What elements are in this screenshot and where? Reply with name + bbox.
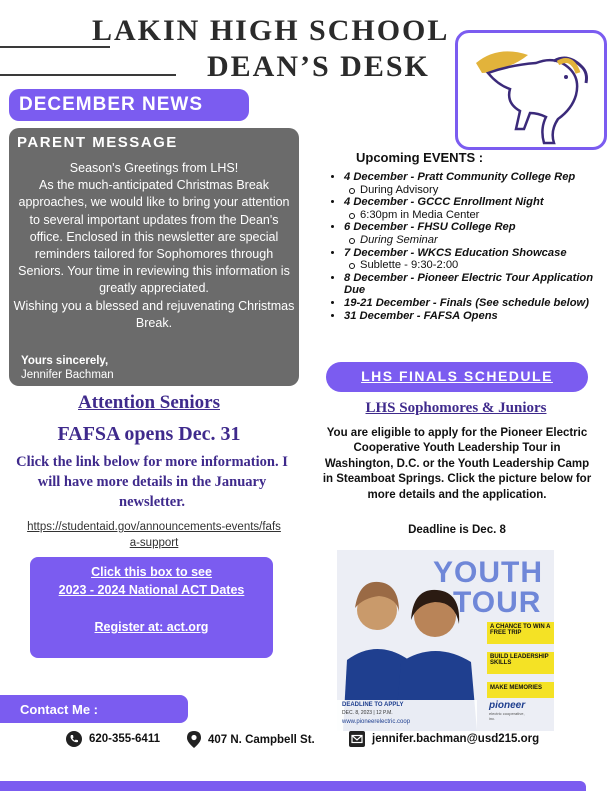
event-item: [344, 272, 605, 297]
section-banner: [9, 89, 249, 121]
event-detail: During Seminar: [344, 234, 605, 247]
phone-number: 620-355-6411: [89, 733, 160, 745]
location-pin-icon: [187, 731, 201, 748]
contact-label: Contact Me :: [20, 702, 98, 717]
event-item: [344, 310, 605, 323]
event-item: [344, 221, 605, 246]
parent-message-text: As the much-anticipated Christmas Break approaches, we would like to bring your attention to several important updates from the Dean's office. Enclosed in this newsletter are special reminders tailored for Sophomores through Seniors. Your time in reviewing this information is greatly appreciated.: [18, 178, 290, 296]
address-text: 407 N. Campbell St.: [208, 733, 315, 746]
contact-email[interactable]: [349, 731, 539, 747]
event-detail: 6:30pm in Media Center: [344, 209, 605, 222]
sophomores-body: You are eligible to apply for the Pioneer Electric Cooperative Youth Leadership Tour in Washington, D.C. or the Youth Leadership Camp in Steamboat Springs. Click the picture below for more details and the application.: [322, 427, 592, 501]
phone-icon: [66, 731, 82, 747]
event-label: 4 December - GCCC Enrollment Night: [344, 196, 544, 209]
email-address: jennifer.bachman@usd215.org: [372, 733, 540, 745]
mustang-horse-icon: [458, 33, 604, 147]
page-title-line2: DEAN’S DESK: [207, 50, 430, 83]
seniors-heading: Attention Seniors: [78, 392, 220, 413]
youth-tour-deadline-date: DEC. 8, 2023 | 12 P.M.: [342, 710, 393, 716]
upcoming-events: [330, 150, 605, 322]
pioneer-brand: pioneer: [489, 700, 526, 711]
event-label: 19-21 December - Finals (See schedule below): [344, 296, 589, 309]
pioneer-logo: [489, 700, 529, 721]
parent-message-heading: PARENT MESSAGE: [17, 134, 178, 151]
footer-accent-bar: [0, 781, 586, 791]
youth-tour-bullet3: MAKE MEMORIES: [487, 682, 554, 698]
signer-name: Jennifer Bachman: [21, 369, 114, 381]
section-banner-label: DECEMBER NEWS: [19, 94, 204, 115]
event-label: 7 December - WKCS Education Showcase: [344, 246, 567, 259]
event-item: [344, 297, 605, 310]
youth-tour-image[interactable]: [337, 550, 554, 731]
parent-message-greeting: Season's Greetings from LHS!: [69, 161, 239, 175]
parent-message-body: [13, 160, 295, 332]
event-item: [344, 247, 605, 272]
youth-tour-deadline-label: DEADLINE TO APPLY: [342, 702, 404, 708]
finals-schedule-button[interactable]: [326, 362, 588, 392]
seniors-subheading: FAFSA opens Dec. 31: [57, 423, 241, 445]
youth-tour-bullet1: A CHANCE TO WIN A FREE TRIP: [487, 622, 554, 644]
mustang-horse-logo: [455, 30, 607, 150]
parent-message-closing: Wishing you a blessed and rejuvenating Christmas Break.: [13, 298, 295, 330]
events-title: Upcoming EVENTS :: [356, 150, 484, 165]
event-detail: During Advisory: [344, 184, 605, 197]
youth-tour-website: www.pioneerelectric.coop: [342, 719, 411, 725]
email-icon: [349, 731, 365, 747]
event-label: 6 December - FHSU College Rep: [344, 221, 516, 234]
youth-tour-headline1: YOUTH: [433, 556, 543, 589]
contact-phone[interactable]: [66, 731, 160, 747]
youth-tour-bullet2: BUILD LEADERSHIP SKILLS: [487, 652, 554, 674]
contact-address: [187, 731, 315, 748]
sophomores-deadline: Deadline is Dec. 8: [408, 524, 506, 536]
event-label: 8 December - Pioneer Electric Tour Application Due: [344, 271, 594, 297]
event-item: [344, 196, 605, 221]
youth-tour-headline2: TOUR: [453, 586, 542, 619]
finals-schedule-label: LHS FINALS SCHEDULE: [361, 368, 553, 384]
parent-message-panel: [9, 128, 299, 386]
event-detail: Sublette - 9:30-2:00: [344, 259, 605, 272]
act-register-link[interactable]: Register at: act.org: [94, 620, 209, 634]
pioneer-brand-sub: electric cooperative, inc.: [489, 711, 525, 721]
act-line1: Click this box to see: [91, 565, 212, 579]
events-list: [330, 171, 605, 322]
sophomores-heading: LHS Sophomores & Juniors: [365, 400, 547, 416]
parent-message-signature: [21, 354, 114, 382]
seniors-body: Click the link below for more information. I will have more details in the January newsletter.: [16, 454, 288, 510]
act-dates-box[interactable]: [30, 557, 273, 658]
fafsa-link[interactable]: https://studentaid.gov/announcements-events/fafsa-support: [27, 521, 281, 549]
page-title-line1: LAKIN HIGH SCHOOL: [92, 14, 450, 47]
event-label: 4 December - Pratt Community College Rep: [344, 171, 576, 183]
event-item: [344, 171, 605, 196]
contact-banner: [0, 695, 188, 723]
header-rule-bottom: [0, 74, 176, 76]
signoff: Yours sincerely,: [21, 355, 109, 367]
act-line2: 2023 - 2024 National ACT Dates: [58, 583, 245, 597]
event-label: 31 December - FAFSA Opens: [344, 309, 498, 322]
